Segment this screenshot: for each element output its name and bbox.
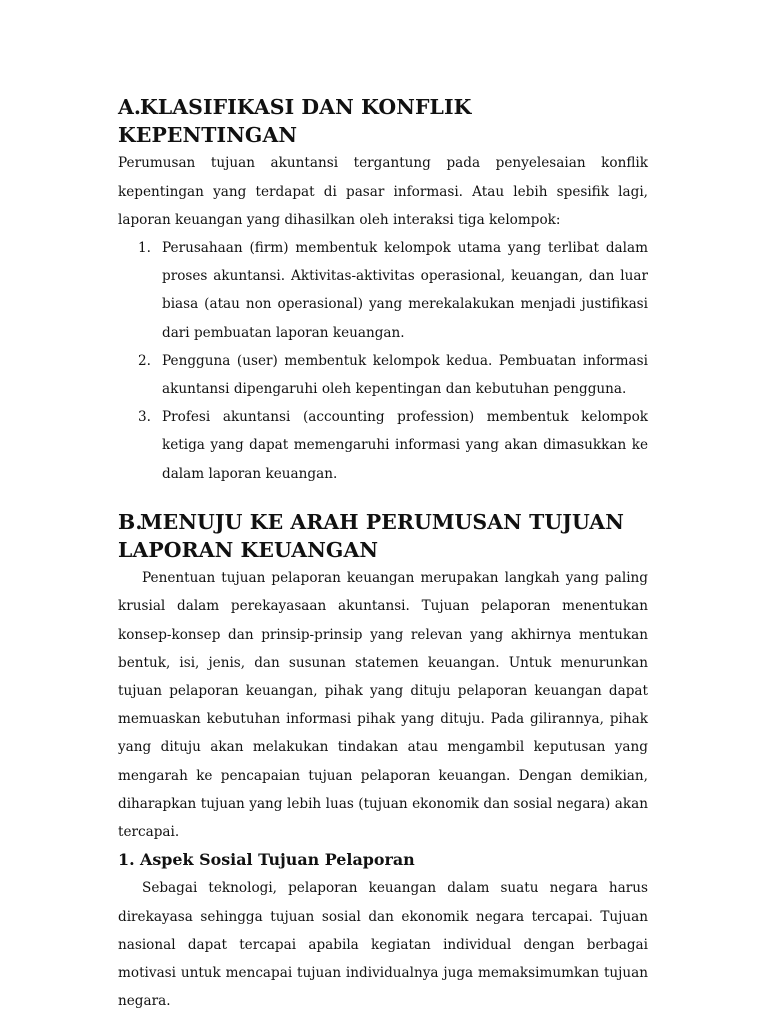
- subsection-1-number: 1.: [118, 850, 135, 870]
- list-item-number: 2.: [138, 352, 151, 369]
- section-a-letter: A.: [118, 95, 142, 119]
- section-a-heading: [118, 93, 648, 149]
- list-item-text: Profesi akuntansi (accounting profession) membentuk kelompok ketiga yang dapat memengaruhi informasi yang akan dimasukkan ke dalam laporan keuangan.: [162, 409, 648, 482]
- subsection-1-title: Aspek Sosial Tujuan Pelaporan: [140, 850, 415, 870]
- list-item: [118, 234, 648, 347]
- section-b-letter: B.: [118, 509, 143, 534]
- list-item-text: Perusahaan (firm) membentuk kelompok utama yang terlibat dalam proses akuntansi. Aktivitas-aktivitas operasional, keuangan, dan luar biasa (atau non operasional) yang merekalakukan menjadi justifikasi dari pembuatan laporan keuangan.: [162, 240, 648, 341]
- section-a-title: KLASIFIKASI DAN KONFLIK KEPENTINGAN: [118, 95, 472, 148]
- section-b-paragraph: Penentuan tujuan pelaporan keuangan merupakan langkah yang paling krusial dalam perekayasaan akuntansi. Tujuan pelaporan menentukan konsep-konsep dan prinsip-prinsip yang relevan yang akhirnya mentukan bentuk, isi, jenis, dan susunan statemen keuangan. Untuk menurunkan tujuan pelaporan keuangan, pihak yang dituju pelaporan keuangan dapat memuaskan kebutuhan informasi pihak yang dituju. Pada gilirannya, pihak yang dituju akan melakukan tindakan atau mengambil keputusan yang mengarah ke pencapaian tujuan pelaporan keuangan. Dengan demikian, diharapkan tujuan yang lebih luas (tujuan ekonomik dan sosial negara) akan tercapai.: [118, 570, 648, 841]
- subsection-1-paragraph: Sebagai teknologi, pelaporan keuangan dalam suatu negara harus direkayasa sehingga tujuan sosial dan ekonomik negara tercapai. Tujuan nasional dapat tercapai apabila kegiatan individual dengan berbagai motivasi untuk mencapai tujuan individualnya juga memaksimumkan tujuan negara.: [118, 880, 648, 1010]
- list-item: [118, 403, 648, 488]
- section-a-intro: Perumusan tujuan akuntansi tergantung pada penyelesaian konflik kepentingan yang terdapat di pasar informasi. Atau lebih spesifik lagi, laporan keuangan yang dihasilkan oleh interaksi tiga kelompok:: [118, 155, 648, 228]
- section-a-list: [118, 234, 648, 488]
- section-b-title: MENUJU KE ARAH PERUMUSAN TUJUAN LAPORAN KEUANGAN: [118, 509, 624, 563]
- list-item-number: 3.: [138, 409, 151, 426]
- list-item-number: 1.: [138, 240, 151, 257]
- list-item: [118, 347, 648, 403]
- section-b-heading: [118, 508, 648, 564]
- list-item-text: Pengguna (user) membentuk kelompok kedua. Pembuatan informasi akuntansi dipengaruhi oleh kepentingan dan kebutuhan pengguna.: [162, 352, 648, 398]
- section-spacer: [118, 488, 648, 508]
- subsection-1-heading: [118, 846, 648, 874]
